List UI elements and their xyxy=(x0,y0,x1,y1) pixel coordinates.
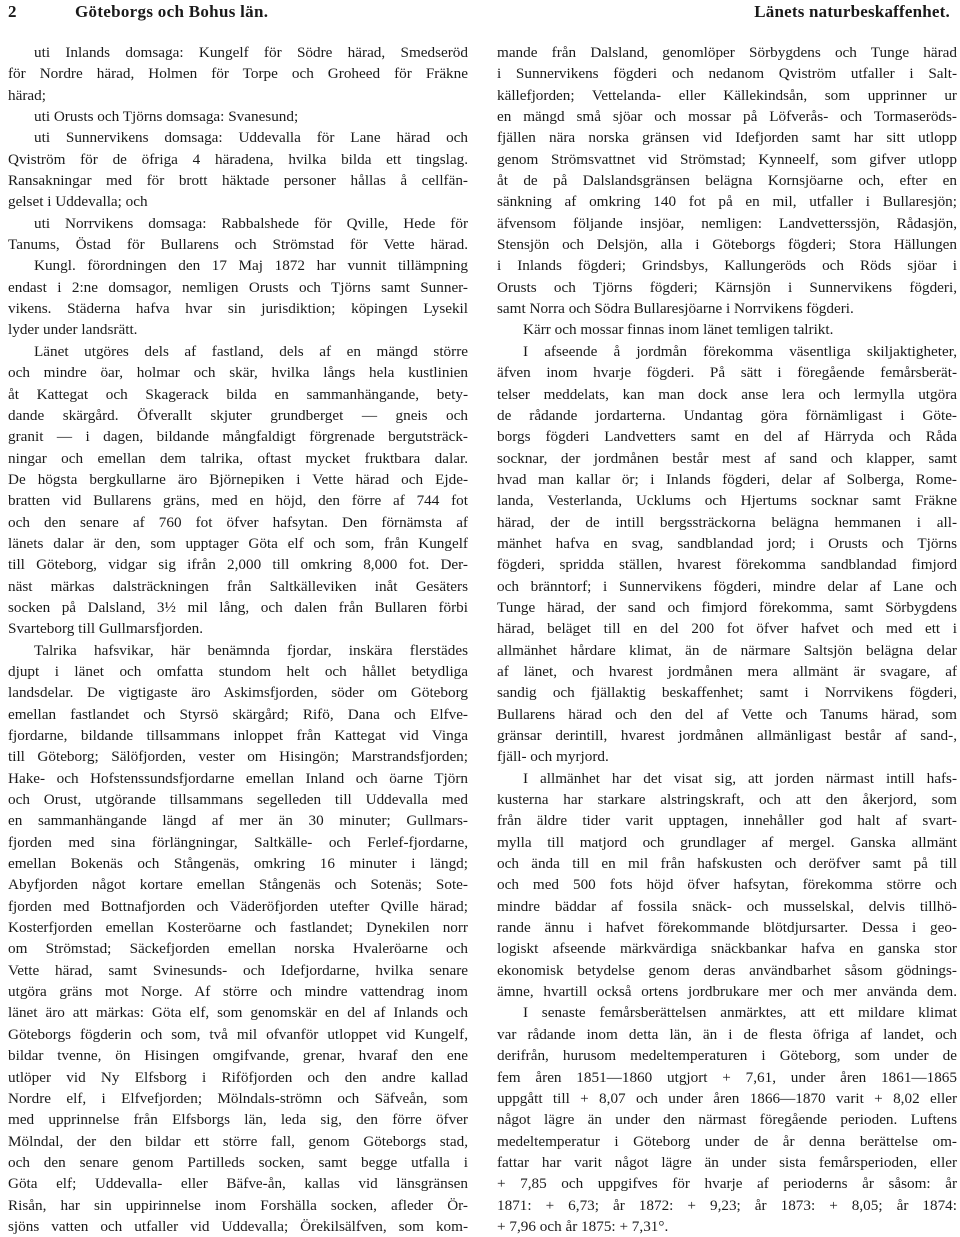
text-line: var rådande inom detta län, än i de flesta öfriga af landet, och xyxy=(497,1025,957,1043)
text-line: länet äro att märkas: Göta elf, som genomskär en del af Inlands och xyxy=(8,1004,468,1022)
text-line: fjällen nära norska gränsen vid Idefjorden samt har sitt utlopp xyxy=(497,129,957,147)
text-line: I allmänhet har det visat sig, att jorden närmast intill hafs- xyxy=(523,769,957,787)
text-line: och bränntorf; i Sunnervikens fögderi, mindre delar af Lane och xyxy=(497,577,957,595)
text-line: källefjorden; Vettelanda- eller Källekindsån, som upprinner ur xyxy=(497,86,957,104)
text-line: Risån, har sin uppirinnelse inom Forshälla socken, afleder Ör- xyxy=(8,1196,468,1214)
text-line: emellan fastlandet och Styrsö skärgård; Rifö, Dana och Elfve- xyxy=(8,705,468,723)
text-line: och mindre öar, holmar och skär, hvilka långs hela kustlinien xyxy=(8,364,468,382)
text-line: + 7,96 och år 1875: + 7,31°. xyxy=(497,1217,669,1235)
text-line: Mölndal, der den bildar ett större fall, genom Göteborgs stad, xyxy=(8,1132,468,1150)
text-line: utgöra gräns mot Norge. Af större och mindre vattendrag inom xyxy=(8,983,468,1001)
text-line: fjorden med sina förlängningar, Saltkälle- och Ferlef-fjordarne, xyxy=(8,833,468,851)
text-line: medeltemperatur i Göteborg under de år denna berättelse om- xyxy=(497,1132,957,1150)
text-line: och Orust, utgörande tillsammans segelleden till Uddevalla med xyxy=(8,791,468,809)
text-line: + 7,85 och uppgifves för hvarje af perioderns år såsom: år xyxy=(497,1175,957,1193)
running-title: Göteborgs och Bohus län. xyxy=(75,2,269,21)
text-line: bildar tvenne, ön Hisingen omgifvande, grenar, hvaraf den ene xyxy=(8,1047,468,1065)
text-line: Svarteborg till Gullmarsfjorden. xyxy=(8,620,204,638)
text-line: telser meddelats, kan man dock anse lera och lermylla utgöra xyxy=(497,385,957,403)
section-title: Länets naturbeskaffenhet. xyxy=(754,2,950,21)
text-line: uti Sunnervikens domsaga: Uddevalla för Lane härad och xyxy=(34,129,468,147)
text-line: Kosterfjorden emellan Kosteröarne och fastlandet; Dynekilen norr xyxy=(8,919,468,937)
text-line: gränsar derintill, hvarest jordmånen allmänligast består af sand-, xyxy=(497,727,957,744)
text-line: gelset i Uddevalla; och xyxy=(8,193,148,211)
text-line: dande skärgård. Öfverallt skjuter grundberget — gneis och xyxy=(8,406,468,424)
text-line: näst märkas dalsträckningen från Saltkälleviken inåt Gesäters xyxy=(8,577,468,595)
text-line: äfvensom följande insjöar, nemligen: Landvetterssjön, Rådasjön, xyxy=(497,214,957,232)
text-line: och den senare genom Partilleds socken, samt begge utfalla i xyxy=(8,1153,468,1171)
text-line: Qviström för de öfriga 4 häradena, hvilka bilda ett tingslag. xyxy=(8,150,468,168)
text-line: Tanums, Östad för Bullarens och Strömstad för Vette härad. xyxy=(8,236,468,254)
text-line: utlöper vid Ny Elfsborg i Riföfjorden och den andre kallad xyxy=(8,1068,468,1086)
left-text-column xyxy=(8,42,468,1237)
text-line: mande från Dalsland, genomlöper Sörbygdens och Tunge härad xyxy=(497,44,957,61)
text-line: Göteborgs fögderin och som, två mil ofvanför utloppet vid Kungelf, xyxy=(8,1025,468,1043)
text-line: uti Inlands domsaga: Kungelf för Södre härad, Smedseröd xyxy=(34,44,468,61)
text-line: sjöns vatten och utfaller vid Uddevalla; Örekilsälfven, som kom- xyxy=(8,1217,468,1235)
text-line: åt de på Dalslandsgränsen belägna Kornsjöarne och, efter en xyxy=(497,172,957,190)
text-line: något lägre än under den närmast föregående perioden. Luftens xyxy=(497,1111,957,1129)
text-line: emellan Bokenäs och Stångenäs, omkring 16 minuter i längd; xyxy=(8,855,468,873)
text-line: I senaste femårsberättelsen anmärktes, att ett mildare klimat xyxy=(523,1004,957,1022)
text-line: socken på Dalsland, 3½ mil lång, och dalen från Bullaren förbi xyxy=(8,598,468,616)
text-line: och ända till en mil från hafskusten och deröfver samt på till xyxy=(497,855,957,873)
text-line: uppgått till + 8,07 och under åren 1866—1870 varit + 8,02 eller xyxy=(497,1089,957,1107)
text-line: till Göteborg; Sälöfjorden, vester om Hisingön; Marstrandsfjorden; xyxy=(8,748,468,766)
text-line: en mängd små sjöar och mossar på Löfverås- och Tormaseröds- xyxy=(497,108,957,126)
text-line: Orusts och Tjörns fögderi; Kärnsjön i Sunnervikens fögderi, xyxy=(497,278,957,296)
text-line: härad, beläget till en del 200 fot öfver hafvet och med ett i xyxy=(497,620,957,638)
text-line: en sammanhängande längd af mer än 30 minuter; Gullmars- xyxy=(8,812,468,830)
text-line: Vette härad, samt Svinesunds- och Idefjordarne, hvilka senare xyxy=(8,961,468,979)
text-line: länets dalar är den, som upptager Göta elf och som, från Kungelf xyxy=(8,534,468,552)
text-line: 1871: + 6,73; år 1872: + 9,23; år 1873: + 8,05; år 1874: xyxy=(497,1196,957,1214)
text-line: och den senare af 760 fot öfver hafsytan. Den förnämsta af xyxy=(8,513,468,531)
text-line: kusterna har starkare alstringskraft, och att den åkerjord, som xyxy=(497,791,957,809)
text-line: fjordarne, bildande tillsammans inloppet från Kattegat vid Vinga xyxy=(8,727,468,744)
text-line: landa, Vesterlanda, Ucklums och Hjertums socknar samt Fräkne xyxy=(497,492,957,510)
text-line: fjäll- och myrjord. xyxy=(497,748,609,766)
text-line: I afseende å jordmån förekomma väsentliga skiljaktigheter, xyxy=(523,342,957,360)
text-line: härad; xyxy=(8,86,46,104)
text-line: genom Strömsvattnet vid Strömstad; Kynneelf, som gifver utlopp xyxy=(497,150,957,168)
text-line: allmänhet hårdare klimat, än de närmare Saltsjön belägna delar xyxy=(497,641,957,659)
text-line: Göta elf; Uddevalla- eller Bäfve-ån, kallas vid länsgränsen xyxy=(8,1175,468,1193)
text-line: samt Norra och Södra Bullaresjöarne i Norrvikens fögderi. xyxy=(497,300,854,318)
text-line: fattar har varit något lägre än under sista femårsperioden, eller xyxy=(497,1153,957,1171)
text-line: Abyfjorden något kortare emellan Stångenäs och Sotenäs; Sote- xyxy=(8,876,468,894)
text-line: bratten vid Bullarens gräns, med en höjd, den förre af 744 fot xyxy=(8,492,468,510)
page-header xyxy=(0,2,960,32)
text-line: mindre bäddar af fossila snäck- och musselskal, delvis tillhö- xyxy=(497,897,957,915)
text-line: med upprinnelse från Elfsborgs län, leda sig, den förre öfver xyxy=(8,1111,468,1129)
text-line: djupt i länet och omfatta stundom helt och hållet betydliga xyxy=(8,662,468,680)
text-line: ämne, hvartill också ortens jordbrukare mer och mer använda dem. xyxy=(497,983,957,1001)
text-line: Länet utgöres dels af fastland, dels af en mängd större xyxy=(34,342,468,360)
text-line: fem åren 1851—1860 utgjort + 7,61, under åren 1861—1865 xyxy=(497,1068,957,1086)
text-line: mylla till matjord och grundlager af mergel. Ganska allmänt xyxy=(497,833,957,851)
text-line: landsdelar. De vigtigaste äro Askimsfjorden, söder om Göteborg xyxy=(8,684,468,702)
text-line: derifrån, hurusom medeltemperaturen i Göteborg, som under de xyxy=(497,1047,957,1065)
text-line: äfven inom hvarje fögderi. På sätt i föregående femårsberät- xyxy=(497,364,957,382)
text-line: sandig och fjällaktig beskaffenhet; samt i Norrvikens fögderi, xyxy=(497,684,957,702)
text-line: Kungl. förordningen den 17 Maj 1872 har vunnit tillämpning xyxy=(34,257,468,275)
text-line: vikens. Städerna hafva hvar sin jurisdiktion; köpingen Lysekil xyxy=(8,300,468,318)
text-line: Talrika hafsvikar, här benämnda fjordar, inskära flerstädes xyxy=(34,641,468,659)
text-line: hvad man kallar ör; i Inlands fögderi, delar af Solberga, Rome- xyxy=(497,470,957,488)
text-line: De högsta bergkullarne äro Björnepiken i Vette härad och Ejde- xyxy=(8,470,468,488)
text-line: ningar och emellan dem talrika, oftast mycket fruktbara dalar. xyxy=(8,449,468,467)
text-line: om Strömstad; Säckefjorden emellan norska Hvaleröarne och xyxy=(8,940,468,958)
text-line: uti Norrvikens domsaga: Rabbalshede för Qville, Hede för xyxy=(34,214,468,232)
text-line: lyder under landsrätt. xyxy=(8,321,138,339)
text-line: socknar, der jordmånen består mest af sand och klapper, samt xyxy=(497,449,957,467)
text-line: åt Kattegat och Skagerack bilda en sammanhängande, bety- xyxy=(8,385,468,403)
text-line: i Sunnervikens fögderi och nedanom Qviström utfaller i Salt- xyxy=(497,65,957,83)
text-line: sänkning af omkring 140 fot på en mil, utfaller i Bullaresjön; xyxy=(497,193,957,211)
text-line: Nordre elf, i Elfvefjorden; Mölndals-strömn och Säfveån, som xyxy=(8,1089,468,1107)
text-line: från äldre tider varit upptagen, innehåller god halt af svart- xyxy=(497,812,957,830)
text-line: fögderi, spridda ställen, hvarest förekomma sandblandad fimjord xyxy=(497,556,957,574)
text-line: i Inlands fögderi; Grindsbys, Kallungeröds och Röds sjöar i xyxy=(497,257,957,275)
text-line: Bullarens härad och den del af Vette och Tanums härad, som xyxy=(497,705,957,723)
text-line: härad, der de intill bergssträckorna belägna hemmanen i all- xyxy=(497,513,957,531)
text-line: uti Orusts och Tjörns domsaga: Svanesund; xyxy=(34,108,299,126)
text-line: fjorden med Bottnafjorden och Väderöfjorden utefter Qville härad; xyxy=(8,897,468,915)
text-line: mänhet hafva en svag, sandblandad jord; i Orusts och Tjörns xyxy=(497,534,957,552)
text-line: Tunge härad, der sand och fimjord förekomma, samt Sörbygdens xyxy=(497,598,957,616)
text-line: af länet, och hvarest jordmånen mera allmänt är svagare, af xyxy=(497,662,957,680)
text-line: Kärr och mossar finnas inom länet temligen talrikt. xyxy=(523,321,834,339)
text-line: ekonomisk betydelse genom deras användbarhet såsom gödnings- xyxy=(497,961,957,979)
text-line: Stensjön och Delsjön, alla i Göteborgs fögderi; Stora Hällungen xyxy=(497,236,957,254)
text-line: logiskt afseende märkvärdiga snäckbankar hafva en ganska stor xyxy=(497,940,957,958)
text-line: till Göteborg, vidgar sig ifrån 2,000 till omkring 8,000 fot. Der- xyxy=(8,556,468,574)
text-line: för Nordre härad, Holmen för Torpe och Groheed för Fräkne xyxy=(8,65,468,83)
text-line: endast i 2:ne domsagor, nemligen Orusts och Tjörns samt Sunner- xyxy=(8,278,468,296)
text-line: Hake- och Hofstenssundsfjordarne emellan Inland och öarne Tjörn xyxy=(8,769,468,787)
text-line: borgs fögderi Landvetters samt en del af Härryda och Råda xyxy=(497,428,957,446)
text-line: de rådande jordarterna. Undantag göra förnämligast i Göte- xyxy=(497,406,957,424)
text-line: och med 500 fots höjd öfver hafsytan, förekomma större och xyxy=(497,876,957,894)
text-line: Ransakningar med för brott häktade personer hållas å cellfän- xyxy=(8,172,468,190)
right-text-column xyxy=(497,42,957,1237)
text-line: rande ännu i hafvet förekommande blötdjursarter. Dessa i geo- xyxy=(497,919,957,937)
page-number: 2 xyxy=(8,2,17,21)
text-line: granit — i dagen, bildande mångfaldigt förgrenade bergutsträck- xyxy=(8,428,468,446)
